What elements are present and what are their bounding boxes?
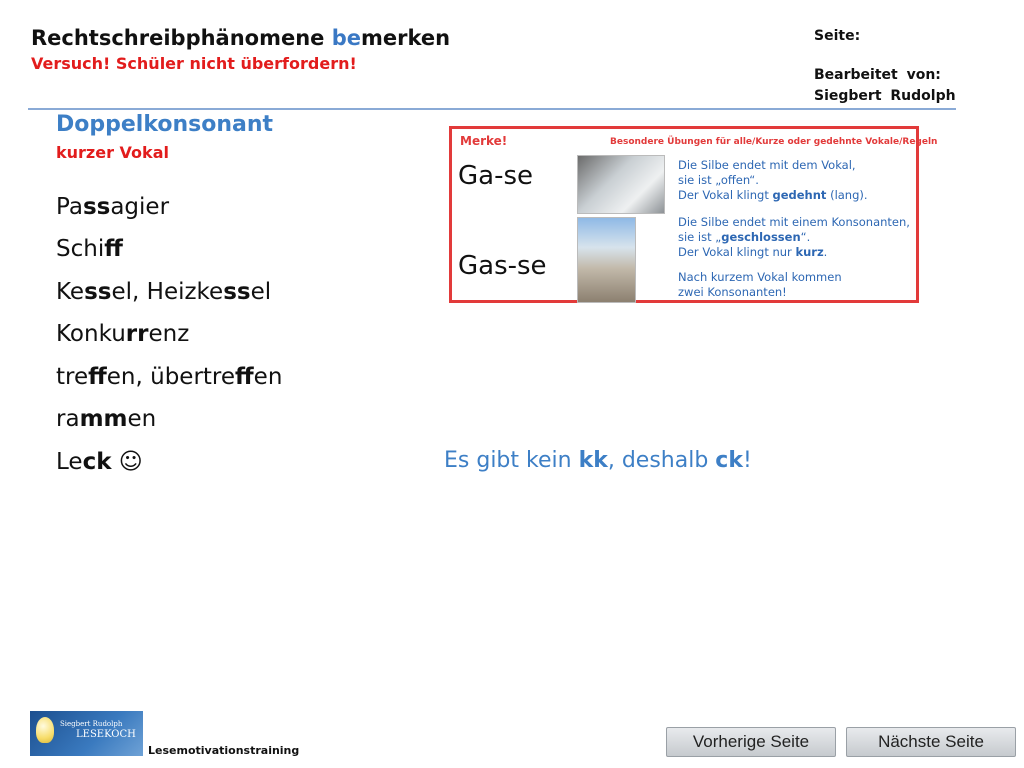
closed-syllable-text: Die Silbe endet mit einem Konsonanten, sie ist „geschlossen“. Der Vokal klingt nur kurz. bbox=[678, 215, 910, 259]
rule-text: Nach kurzem Vokal kommen zwei Konsonanten! bbox=[678, 270, 842, 299]
word-item: Passagier bbox=[56, 194, 170, 220]
title-highlight: be bbox=[331, 26, 362, 50]
ck-note: Es gibt kein kk, deshalb ck! bbox=[444, 448, 752, 473]
word-item: Leck ☺ bbox=[56, 449, 143, 475]
word-item: Schiff bbox=[56, 236, 123, 262]
lightbulb-icon bbox=[36, 717, 54, 743]
alley-photo bbox=[577, 217, 636, 303]
car-exhaust-photo bbox=[577, 155, 665, 214]
word-item: treffen, übertreffen bbox=[56, 364, 283, 390]
example-word-closed: Gas-se bbox=[458, 251, 547, 281]
author-name: Siegbert Rudolph bbox=[814, 88, 956, 104]
page-label: Seite: bbox=[814, 28, 861, 44]
next-page-button[interactable]: Nächste Seite bbox=[846, 727, 1016, 757]
page-subtitle: Versuch! Schüler nicht überfordern! bbox=[31, 54, 357, 73]
footer-label: Lesemotivationstraining bbox=[148, 744, 300, 757]
title-part-1: Rechtschreibphänomene bbox=[31, 26, 332, 50]
merke-subtitle: Besondere Übungen für alle/Kurze oder gedehnte Vokale/Regeln bbox=[610, 137, 938, 147]
word-item: rammen bbox=[56, 406, 157, 432]
page-title bbox=[31, 26, 450, 50]
example-word-open: Ga-se bbox=[458, 161, 534, 191]
section-heading: Doppelkonsonant bbox=[56, 112, 274, 137]
merke-title: Merke! bbox=[460, 134, 508, 148]
word-item: Konkurrenz bbox=[56, 321, 190, 347]
title-part-2: merken bbox=[361, 26, 451, 50]
lesekoch-logo: Siegbert Rudolph LESEKOCH bbox=[30, 711, 143, 756]
section-subheading: kurzer Vokal bbox=[56, 143, 169, 162]
edited-by-label: Bearbeitet von: bbox=[814, 67, 941, 83]
open-syllable-text: Die Silbe endet mit dem Vokal, sie ist „offen“. Der Vokal klingt gedehnt (lang). bbox=[678, 158, 868, 202]
header-divider bbox=[28, 108, 956, 110]
word-item: Kessel, Heizkessel bbox=[56, 279, 272, 305]
merke-box bbox=[449, 126, 938, 303]
previous-page-button[interactable]: Vorherige Seite bbox=[666, 727, 836, 757]
